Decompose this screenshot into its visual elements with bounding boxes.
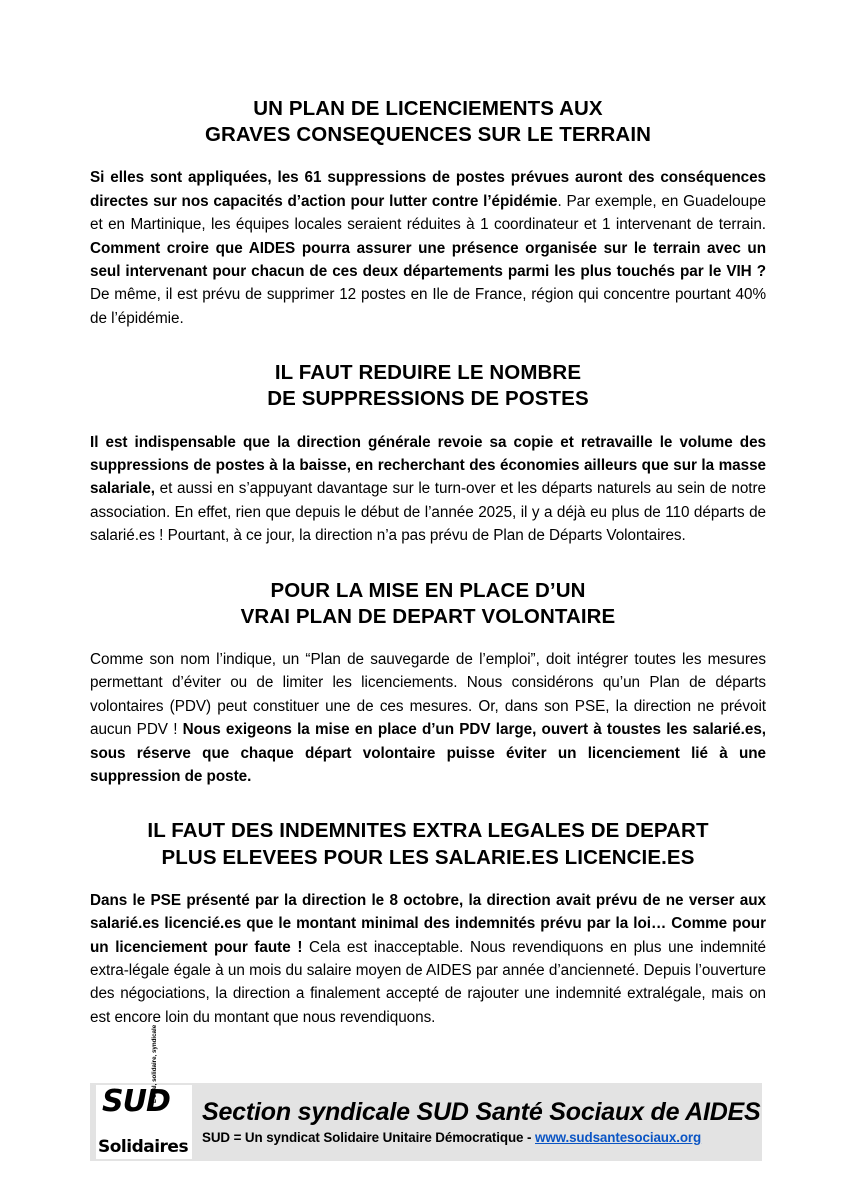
footer-title: Section syndicale SUD Santé Sociaux de AIDES bbox=[202, 1097, 761, 1126]
section-3-paragraph-block bbox=[90, 648, 766, 788]
section-1-heading-block bbox=[90, 96, 766, 148]
section-1-paragraph: Si elles sont appliquées, les 61 suppressions de postes prévues auront des conséquences directes sur nos capacités d’action pour lutter contre l’épidémie. Par exemple, en Guadeloupe et en Martinique, les équipes locales seraient réduites à 1 coordinateur et 1 intervenant de terrain. Comment croire que AIDES pourra assurer une présence organisée sur le terrain avec un seul intervenant pour chacun de ces deux départements parmi les plus touchés par le VIH ? De même, il est prévu de supprimer 12 postes en Ile de France, région qui concentre pourtant 40% de l’épidémie. bbox=[90, 169, 766, 327]
logo-vertical-text: L'égal, solidaire, syndicale bbox=[151, 1024, 158, 1103]
section-2-heading-line-2: DE SUPPRESSIONS DE POSTES bbox=[267, 387, 589, 411]
logo-sud-text: SUD bbox=[102, 1084, 170, 1119]
section-2-heading-block bbox=[90, 360, 766, 412]
footer-subtitle bbox=[202, 1130, 762, 1145]
section-4-paragraph-block bbox=[90, 889, 766, 1029]
logo-solidaires-text: Solidaires bbox=[98, 1137, 189, 1157]
section-4-heading-line-1: IL FAUT DES INDEMNITES EXTRA LEGALES DE DEPART bbox=[147, 819, 709, 843]
section-3-heading-line-1: POUR LA MISE EN PLACE D’UN bbox=[270, 578, 586, 602]
sud-solidaires-logo bbox=[96, 1024, 192, 1159]
footer-website-link[interactable]: www.sudsantesociaux.org bbox=[535, 1130, 702, 1146]
section-2-paragraph: Il est indispensable que la direction générale revoie sa copie et retravaille le volume des suppressions de postes à la baisse, en recherchant des économies ailleurs que sur la masse salariale, et aussi en s’appuyant davantage sur le turn-over et les départs naturels au sein de notre association. En effet, rien que depuis le début de l’année 2025, il y a déjà eu plus de 110 départs de salarié.es ! Pourtant, à ce jour, la direction n’a pas prévu de Plan de Départs Volontaires. bbox=[90, 433, 766, 545]
footer-text-block bbox=[202, 1099, 762, 1146]
section-3-heading-block bbox=[90, 578, 766, 630]
section-3-heading-line-2: VRAI PLAN DE DEPART VOLONTAIRE bbox=[240, 604, 616, 628]
section-1-paragraph-block bbox=[90, 166, 766, 330]
section-4-paragraph: Dans le PSE présenté par la direction le 8 octobre, la direction avait prévu de ne verser aux salarié.es licencié.es que le montant minimal des indemnités prévu par la loi… Comme pour un licenciement pour faute ! Cela est inacceptable. Nous revendiquons en plus une indemnité extra-légale égale à un mois du salaire moyen de AIDES par année d’ancienneté. Depuis l’ouverture des négociations, la direction a finalement accepté de rajouter une indemnité extralégale, mais on est encore loin du montant que nous revendiquons. bbox=[90, 891, 766, 1026]
footer-banner bbox=[90, 1024, 762, 1161]
section-1-heading-line-1: UN PLAN DE LICENCIEMENTS AUX bbox=[253, 97, 603, 120]
section-4-heading-block bbox=[90, 818, 766, 870]
section-3-paragraph: Comme son nom l’indique, un “Plan de sauvegarde de l’emploi”, doit intégrer toutes les mesures permettant d’éviter ou de limiter les licenciements. Nous considérons qu’un Plan de départs volontaires (PDV) peut constituer une de ces mesures. Or, dans son PSE, la direction ne prévoit aucun PDV ! Nous exigeons la mise en place d’un PDV large, ouvert à toustes les salarié.es, sous réserve que chaque départ volontaire puisse éviter un licenciement lié à une suppression de poste. bbox=[90, 651, 766, 786]
section-4-heading-line-2: PLUS ELEVEES POUR LES SALARIE.ES LICENCIE.ES bbox=[161, 845, 695, 869]
section-1-heading-line-2: GRAVES CONSEQUENCES SUR LE TERRAIN bbox=[204, 123, 652, 147]
footer-subtitle-text: SUD = Un syndicat Solidaire Unitaire Démocratique - bbox=[202, 1130, 535, 1146]
section-2-paragraph-block bbox=[90, 431, 766, 548]
section-2-heading-line-1: IL FAUT REDUIRE LE NOMBRE bbox=[274, 361, 582, 385]
